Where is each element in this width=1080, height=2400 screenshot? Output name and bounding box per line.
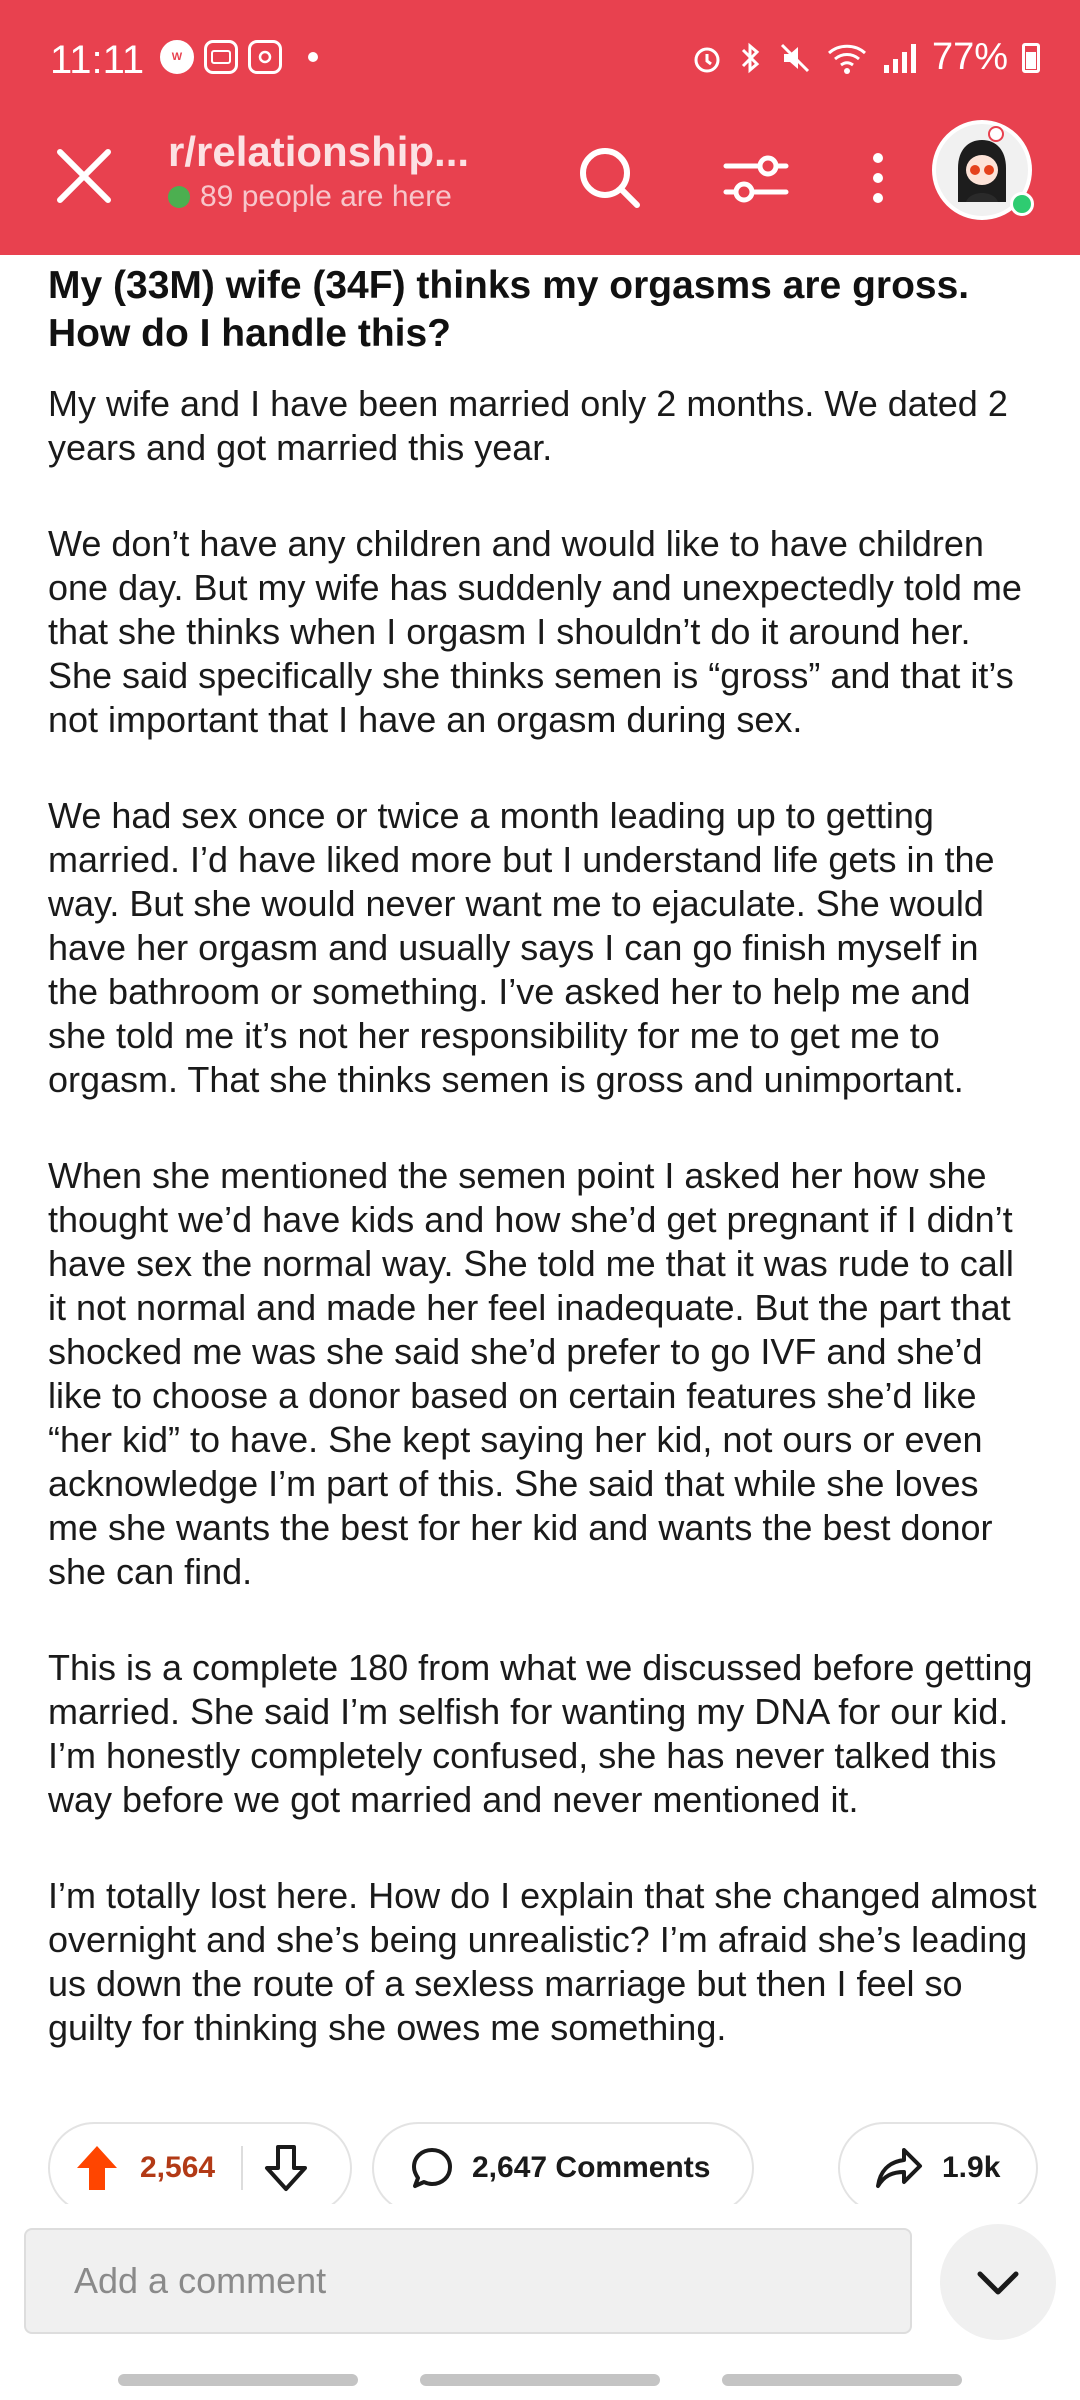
share-count: 1.9k: [942, 2151, 1001, 2184]
share-button[interactable]: [838, 2122, 1038, 2214]
filter-icon: [718, 140, 794, 216]
online-status-icon: [1010, 192, 1034, 216]
search-button[interactable]: [572, 140, 648, 216]
messenger-icon: [204, 40, 238, 74]
signal-icon: [882, 41, 918, 75]
wear-icon: W: [160, 40, 194, 74]
status-bar: [0, 0, 1080, 120]
collapse-button[interactable]: [940, 2224, 1056, 2340]
nav-handle[interactable]: [118, 2374, 358, 2386]
vote-divider: [241, 2146, 243, 2190]
post-body: [48, 382, 1038, 2050]
wifi-icon: [826, 41, 868, 75]
avatar[interactable]: [932, 120, 1032, 220]
nav-handle[interactable]: [722, 2374, 962, 2386]
system-icons: [690, 36, 1040, 79]
filter-button[interactable]: [718, 140, 794, 216]
overflow-menu-button[interactable]: [840, 140, 916, 216]
upvote-icon[interactable]: [74, 2143, 120, 2193]
gesture-navigation-bar: [0, 2374, 1080, 2388]
subreddit-name[interactable]: r/relationship...: [168, 128, 470, 175]
post-paragraph: We don’t have any children and would like to have children one day. But my wife has suddenly and unexpectedly told me that she thinks when I orgasm I shouldn’t do it around her. She said specifically she thinks semen is “gross” and that it’s not important that I have an orgasm during sex.: [48, 523, 1022, 740]
alarm-icon: [690, 41, 724, 75]
post-content: [48, 262, 1038, 2102]
presence-indicator: [168, 180, 452, 214]
app-bar: [0, 120, 1080, 255]
close-icon: [48, 140, 120, 212]
post-paragraph: This is a complete 180 from what we discussed before getting married. She said I’m selfish for wanting my DNA for our kid. I’m honestly completely confused, she has never talked this way before we got married and never mentioned it.: [48, 1647, 1033, 1820]
search-icon: [572, 140, 648, 216]
status-time: 11:11: [50, 38, 145, 82]
post-paragraph: When she mentioned the semen point I asked her how she thought we’d have kids and how she’d get pregnant if I didn’t have sex the normal way. She told me that it was rude to call it not normal and made her feel inadequate. But the part that shocked me was she said she’d prefer to go IVF and she’d like to choose a donor based on certain features she’d like “her kid” to have. She kept saying her kid, not ours or even acknowledge I’m part of this. She said that while she loves me she wants the best for her kid and wants the best donor she can find.: [48, 1155, 1014, 1592]
post-paragraph: I’m totally lost here. How do I explain that she changed almost overnight and she’s being unrealistic? I’m afraid she’s leading us down the route of a sexless marriage but then I feel so guilty for thinking she owes me something.: [48, 1875, 1037, 2048]
post-paragraph: My wife and I have been married only 2 months. We dated 2 years and got married this year.: [48, 383, 1008, 468]
mute-icon: [778, 41, 812, 75]
post-title: My (33M) wife (34F) thinks my orgasms are gross. How do I handle this?: [48, 264, 970, 355]
battery-icon: [1022, 43, 1040, 73]
notification-icons: [160, 40, 318, 74]
battery-percent: 77%: [931, 36, 1008, 78]
instagram-icon: [248, 40, 282, 74]
share-icon: [874, 2146, 924, 2190]
downvote-icon[interactable]: [263, 2143, 309, 2193]
comment-icon: [410, 2146, 454, 2190]
comment-bar: [0, 2204, 1080, 2400]
chevron-down-icon: [972, 2256, 1024, 2308]
online-dot-icon: [168, 186, 190, 208]
post-paragraph: We had sex once or twice a month leading up to getting married. I’d have liked more but I understand life gets in the way. But she would never want me to ejaculate. She would have her orgasm and usually says I can go finish myself in the bathroom or something. I’ve asked her to help me and she told me it’s not her responsibility for me to get me to orgasm. That she thinks semen is gross and unimportant.: [48, 795, 995, 1100]
dot-icon: [308, 52, 318, 62]
more-vertical-icon: [840, 140, 916, 216]
presence-text: 89 people are here: [200, 180, 452, 213]
post-actions: [48, 2122, 1038, 2214]
comments-count: 2,647 Comments: [472, 2151, 711, 2184]
comments-button[interactable]: [372, 2122, 754, 2214]
nav-handle[interactable]: [420, 2374, 660, 2386]
vote-control: [48, 2122, 352, 2214]
app-header: [0, 0, 1080, 255]
upvote-count: 2,564: [140, 2151, 216, 2184]
bluetooth-icon: [738, 40, 764, 76]
comment-input[interactable]: Add a comment: [24, 2228, 912, 2334]
close-button[interactable]: [48, 140, 120, 212]
